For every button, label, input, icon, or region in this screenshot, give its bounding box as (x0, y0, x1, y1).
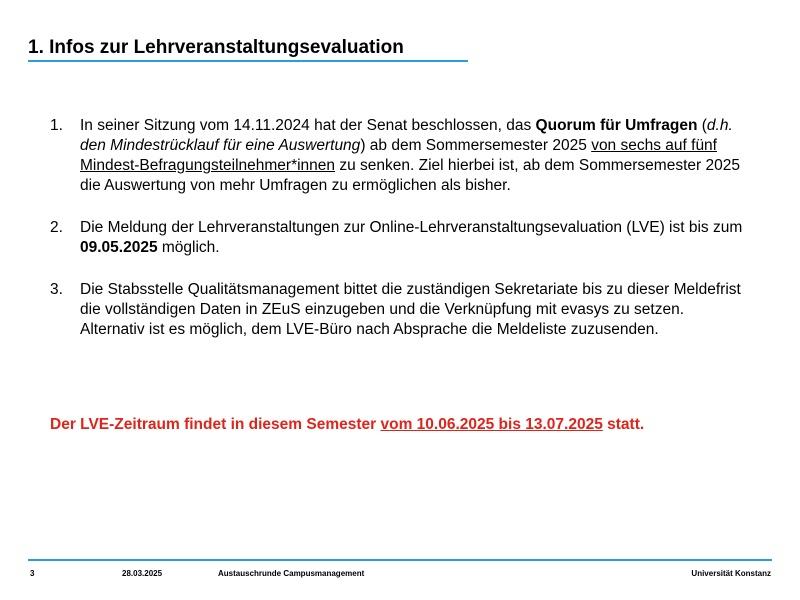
footer-rule (28, 559, 772, 561)
evaluation-period-notice (50, 415, 644, 435)
slide-title: 1. Infos zur Lehrveranstaltungsevaluation (28, 37, 404, 58)
list-item-number: 1. (50, 117, 63, 134)
info-list (50, 116, 750, 340)
item-bold-text: Quorum für Umfragen (535, 117, 698, 134)
list-item (50, 218, 750, 258)
item-bold-text: 09.05.2025 (80, 239, 158, 256)
notice-text: Der LVE-Zeitraum findet in diesem Semester (50, 416, 381, 433)
item-text: ( (697, 117, 707, 134)
footer-institution: Universität Konstanz (691, 569, 771, 578)
item-text: möglich. (157, 239, 220, 256)
item-text: In seiner Sitzung vom 14.11.2024 hat der Senat beschlossen, das (80, 117, 536, 134)
item-text: zu senken. Ziel hierbei ist, ab dem Sommersemester 2025 die Auswertung von mehr Umfragen zu ermöglichen als bisher. (80, 157, 740, 194)
footer-date: 28.03.2025 (122, 569, 163, 578)
item-underlined-text: von sechs auf fünf Mindest-Befragungsteilnehmer*innen (80, 137, 717, 174)
list-item-number: 3. (50, 281, 63, 298)
item-italic-text: d.h. den Mindestrücklauf für eine Auswertung (80, 117, 733, 154)
item-text: ) ab dem Sommersemester 2025 (360, 137, 592, 154)
list-item (50, 116, 750, 196)
footer-event: Austauschrunde Campusmanagement (218, 569, 365, 578)
item-text: Die Meldung der Lehrveranstaltungen zur Online-Lehrveranstaltungsevaluation (LVE) ist bis zum (80, 219, 743, 236)
title-underline-rule (28, 60, 468, 62)
notice-date-range: vom 10.06.2025 bis 13.07.2025 (380, 416, 603, 433)
item-text: Die Stabsstelle Qualitätsmanagement bittet die zuständigen Sekretariate bis zu dieser Meldefrist die vollständigen Daten in ZEuS einzugeben und die Verknüpfung mit evasys zu setzen. Alternativ ist es möglich, dem LVE-Büro nach Absprache die Meldeliste zuzusenden. (80, 281, 741, 338)
notice-text: statt. (602, 416, 645, 433)
list-item (50, 280, 750, 340)
footer-page-number: 3 (30, 569, 35, 578)
list-item-number: 2. (50, 219, 63, 236)
